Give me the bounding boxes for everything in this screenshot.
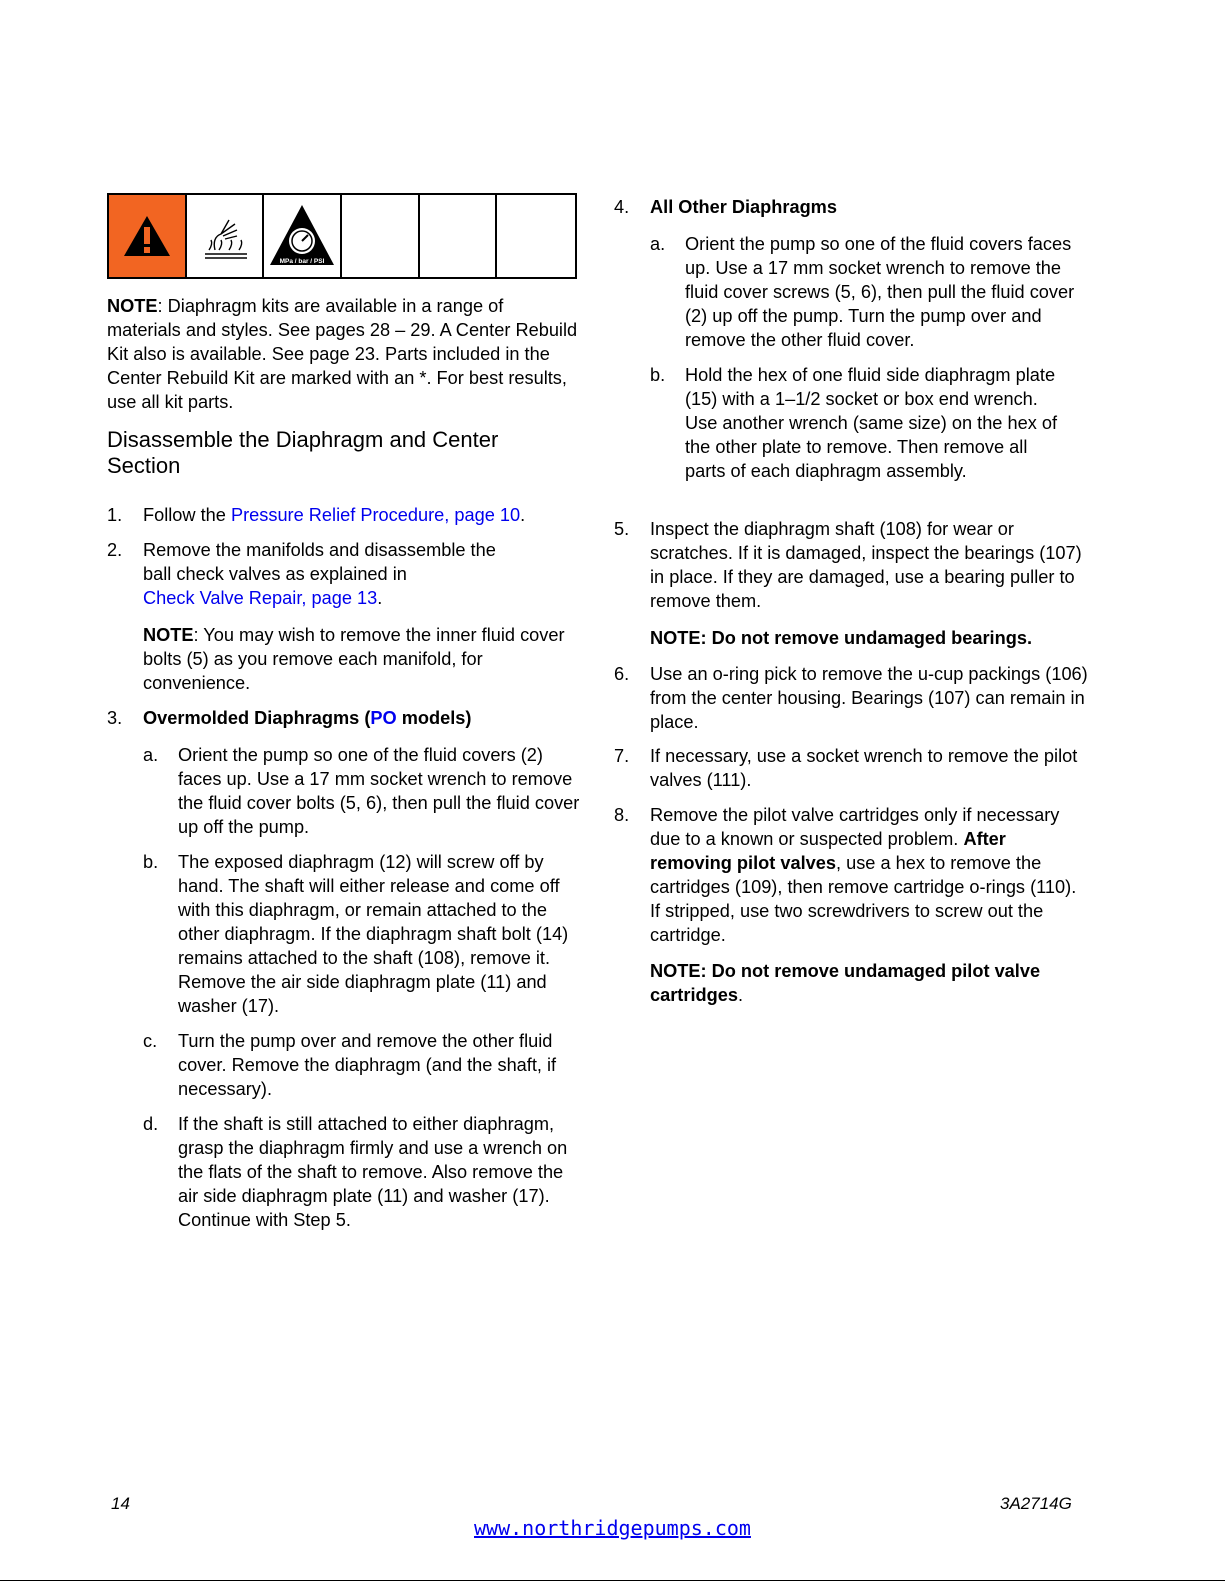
step-8-note xyxy=(650,959,1070,1007)
step-text: Inspect the diaphragm shaft (108) for wear or scratches. If it is damaged, inspect the bearings (107) in place. If they are damaged, use a bearing puller to remove them. xyxy=(650,519,1082,611)
page-number: 14 xyxy=(111,1494,130,1513)
step-text: Remove the manifolds and disassemble the ball check valves as explained in xyxy=(143,540,496,584)
step-text: , use a hex to remove the cartridges (109), then remove cartridge o-rings (110). If stripped, use two screwdrivers to screw out the cartridge. xyxy=(650,853,1077,945)
step-number: 3. xyxy=(107,708,123,728)
footer-url[interactable]: www.northridgepumps.com xyxy=(474,1516,751,1540)
note-label: NOTE xyxy=(107,296,158,316)
substep-letter: a. xyxy=(143,745,159,765)
substep-text: Hold the hex of one fluid side diaphragm plate (15) with a 1–1/2 socket or box end wrench. Use another wrench (same size) on the hex of the other plate to remove. Then remove all parts of each diaphragm assembly. xyxy=(685,365,1058,481)
step-number: 7. xyxy=(614,746,630,766)
document-number: 3A2714G xyxy=(1000,1494,1072,1513)
substep-text: Orient the pump so one of the fluid covers (2) faces up. Use a 17 mm socket wrench to remove the fluid cover bolts (5, 6), then pull the fluid cover up off the pump. xyxy=(178,745,580,837)
step-text: Use an o-ring pick to remove the u-cup packings (106) from the center housing. Bearings (107) can remain in place. xyxy=(650,664,1088,732)
step-title: models) xyxy=(396,708,472,728)
step-3b xyxy=(143,850,583,1018)
substep-text: The exposed diaphragm (12) will screw off by hand. The shaft will either release and come off with this diaphragm, or remain attached to the other diaphragm. If the diaphragm shaft bolt (14) remains attached to the shaft (108), remove it. Remove the air side diaphragm plate (11) and washer (17). xyxy=(178,852,569,1016)
step-4 xyxy=(614,195,1084,219)
step-6 xyxy=(614,662,1089,734)
left-column xyxy=(107,294,582,414)
step-text: Remove the pilot valve cartridges only if necessary due to a known or suspected problem. xyxy=(650,805,1060,849)
step-number: 5. xyxy=(614,519,630,539)
step-1 xyxy=(107,503,582,527)
step-2-note xyxy=(143,623,575,695)
substep-text: Turn the pump over and remove the other fluid cover. Remove the diaphragm (and the shaft, if necessary). xyxy=(178,1031,557,1099)
empty-icon-cell xyxy=(420,195,498,277)
substep-letter: b. xyxy=(650,365,666,385)
step-number: 8. xyxy=(614,805,630,825)
step-7 xyxy=(614,744,1089,792)
gauge-label: MPa / bar / PSI xyxy=(279,258,325,265)
step-number: 1. xyxy=(107,505,123,525)
step-3a xyxy=(143,743,583,839)
note-text: NOTE: Do not remove undamaged pilot valve cartridges xyxy=(650,961,1041,1005)
step-5 xyxy=(614,517,1089,613)
warning-icon-strip xyxy=(107,193,577,279)
substep-letter: b. xyxy=(143,852,159,872)
step-title: All Other Diaphragms xyxy=(650,197,837,217)
empty-icon-cell xyxy=(497,195,575,277)
step-text: . xyxy=(377,588,383,608)
substep-letter: a. xyxy=(650,234,666,254)
page-bottom-rule xyxy=(0,1580,1225,1581)
step-3c xyxy=(143,1029,583,1101)
step-text: . xyxy=(520,505,526,525)
step-title: Overmolded Diaphragms ( xyxy=(143,708,371,728)
step-number: 4. xyxy=(614,197,630,217)
step-4b xyxy=(650,363,1090,483)
step-2 xyxy=(107,538,582,610)
note-label: NOTE xyxy=(143,625,194,645)
note-paragraph xyxy=(107,294,582,414)
step-4a xyxy=(650,232,1090,352)
hot-surface-icon xyxy=(187,195,265,277)
po-link[interactable]: PO xyxy=(370,708,397,728)
note-text: . xyxy=(737,985,744,1005)
step-8 xyxy=(614,803,1089,947)
warning-icon xyxy=(109,195,187,277)
step-3 xyxy=(107,706,582,730)
substep-text: Orient the pump so one of the fluid covers faces up. Use a 17 mm socket wrench to remove the fluid cover screws (5, 6), then pull the fluid cover (2) up off the pump. Turn the pump over and remove the other fluid cover. xyxy=(685,234,1075,350)
note-text: : Diaphragm kits are available in a range of materials and styles. See pages 28 – 29. A Center Rebuild Kit also is available. See page 23. Parts included in the Center Rebuild Kit are marked with an *. For best results, use all kit parts. xyxy=(107,296,578,412)
substep-letter: c. xyxy=(143,1031,158,1051)
pressure-gauge-icon xyxy=(264,195,342,277)
substep-text: If the shaft is still attached to either diaphragm, grasp the diaphragm firmly and use a wrench on the flats of the shaft to remove. Also remove the air side diaphragm plate (11) and washer (17). Continue with Step 5. xyxy=(178,1114,568,1230)
check-valve-link[interactable]: Check Valve Repair, page 13 xyxy=(143,588,378,608)
step-number: 2. xyxy=(107,540,123,560)
pressure-relief-link[interactable]: Pressure Relief Procedure, page 10 xyxy=(230,505,521,525)
step-number: 6. xyxy=(614,664,630,684)
footer-url-link[interactable] xyxy=(0,1516,1225,1540)
note-text: NOTE: Do not remove undamaged bearings. xyxy=(650,628,1032,648)
step-3d xyxy=(143,1112,583,1232)
step-text-bold: After removing pilot valves xyxy=(650,829,1006,873)
step-text: If necessary, use a socket wrench to remove the pilot valves (111). xyxy=(650,746,1078,790)
note-text: : You may wish to remove the inner fluid cover bolts (5) as you remove each manifold, for convenience. xyxy=(143,625,565,693)
substep-letter: d. xyxy=(143,1114,159,1134)
section-heading: Disassemble the Diaphragm and Center Section xyxy=(107,427,499,478)
step-text: Follow the xyxy=(143,505,231,525)
step-5-note xyxy=(650,626,1090,650)
empty-icon-cell xyxy=(342,195,420,277)
